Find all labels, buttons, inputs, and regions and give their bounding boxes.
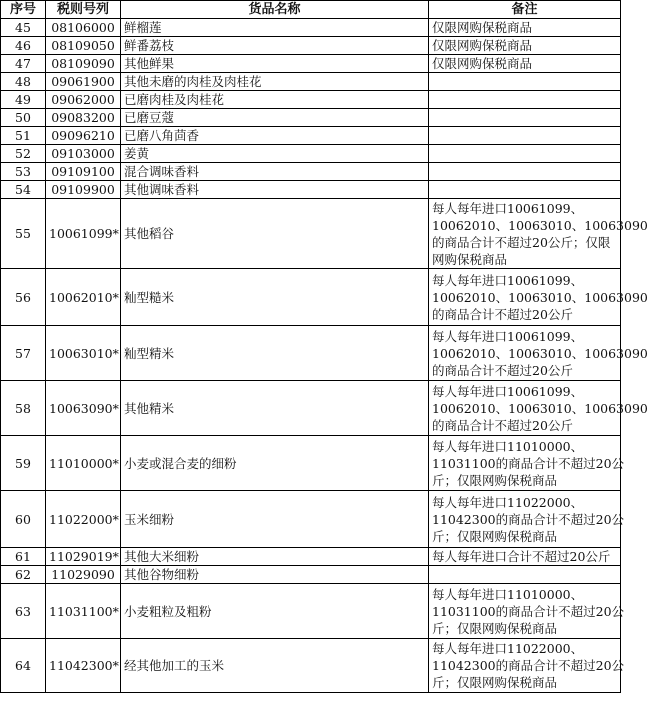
header-note: 备注 [429,1,621,19]
row-note-cell [429,381,648,436]
row-code-cell: 11029090 [46,566,121,584]
row-seq-cell: 64 [1,639,46,693]
row-name-cell: 鲜榴莲 [121,19,429,37]
row-note-cell [429,269,648,326]
row-seq-cell: 62 [1,566,46,584]
table-row [1,269,621,326]
row-name-cell: 小麦或混合麦的细粉 [121,436,429,491]
note-line: 每人每年进口10061099、 [432,383,584,399]
row-name-cell: 其他谷物细粉 [121,566,429,584]
note-line: 仅限网购保税商品 [432,38,533,53]
row-code-cell: 08109050 [46,37,121,55]
table-row [1,199,621,269]
row-note-cell [429,181,621,199]
row-code-cell: 08106000 [46,19,121,37]
row-name-cell: 已磨豆蔻 [121,109,429,127]
row-name-cell: 其他稻谷 [121,199,429,269]
row-seq-cell: 63 [1,584,46,639]
row-code-cell: 09061900 [46,73,121,91]
note-line: 每人每年进口合计不超过20公斤 [432,549,611,564]
note-line: 10062010、10063010、10063090 [432,217,648,233]
row-note-cell [429,145,621,163]
table-row [1,19,621,37]
note-line: 每人每年进口11010000、 [432,438,584,454]
table-body [1,19,648,693]
note-line: 的商品合计不超过20公斤 [432,306,573,322]
table-row [1,91,621,109]
row-seq-cell: 55 [1,199,46,269]
row-note-cell [429,73,621,91]
row-note-cell [429,436,625,491]
note-line: 10062010、10063010、10063090 [432,345,648,361]
note-line: 11042300的商品合计不超过20公 [432,511,625,527]
row-seq-cell: 57 [1,326,46,381]
row-code-cell: 09096210 [46,127,121,145]
row-seq-cell: 45 [1,19,46,37]
row-code-cell: 11029019* [46,548,121,566]
row-seq-cell: 47 [1,55,46,73]
row-seq-cell: 51 [1,127,46,145]
row-note-cell [429,55,621,73]
note-line: 10062010、10063010、10063090 [432,400,648,416]
table-row [1,55,621,73]
header-code: 税则号列 [46,1,121,19]
header-row [1,1,621,19]
note-line: 11042300的商品合计不超过20公 [432,658,625,673]
note-line: 每人每年进口10061099、 [432,272,584,288]
note-line: 斤；仅限网购保税商品 [432,620,558,636]
table-row [1,73,621,91]
table-row [1,181,621,199]
row-seq-cell: 46 [1,37,46,55]
note-line: 仅限网购保税商品 [432,56,533,71]
row-seq-cell: 49 [1,91,46,109]
row-name-cell: 玉米细粉 [121,491,429,548]
row-name-cell: 小麦粗粒及粗粉 [121,584,429,639]
row-name-cell: 经其他加工的玉米 [121,639,429,693]
note-line: 网购保税商品 [432,251,508,267]
table-row [1,163,621,181]
note-line: 每人每年进口10061099、 [432,328,584,344]
row-code-cell: 10063010* [46,326,121,381]
row-code-cell: 09083200 [46,109,121,127]
row-name-cell: 已磨肉桂及肉桂花 [121,91,429,109]
table-row [1,436,621,491]
row-name-cell: 已磨八角茴香 [121,127,429,145]
note-line: 每人每年进口11022000、 [432,494,584,510]
row-note-cell [429,109,621,127]
note-line: 的商品合计不超过20公斤；仅限 [432,234,611,250]
header-name: 货品名称 [121,1,429,19]
row-name-cell: 籼型精米 [121,326,429,381]
table-row [1,37,621,55]
row-seq-cell: 60 [1,491,46,548]
row-name-cell: 混合调味香料 [121,163,429,181]
row-note-cell [429,91,621,109]
row-seq-cell: 52 [1,145,46,163]
row-code-cell: 11022000* [46,491,121,548]
row-code-cell: 09062000 [46,91,121,109]
row-seq-cell: 50 [1,109,46,127]
table-row [1,109,621,127]
note-line: 斤；仅限网购保税商品 [432,675,558,690]
row-code-cell: 11042300* [46,639,121,693]
row-note-cell [429,199,648,269]
row-code-cell: 09109100 [46,163,121,181]
table-row [1,639,621,693]
row-note-cell [429,326,648,381]
table-row [1,566,621,584]
table-row [1,548,621,566]
row-code-cell: 11031100* [46,584,121,639]
row-name-cell: 其他大米细粉 [121,548,429,566]
row-code-cell: 11010000* [46,436,121,491]
row-seq-cell: 59 [1,436,46,491]
table-row [1,584,621,639]
note-line: 11031100的商品合计不超过20公 [432,603,625,619]
row-name-cell: 其他调味香料 [121,181,429,199]
row-note-cell [429,491,625,548]
row-name-cell: 其他精米 [121,381,429,436]
row-note-cell [429,566,621,584]
table-row [1,381,621,436]
row-seq-cell: 54 [1,181,46,199]
table-row [1,326,621,381]
table-row [1,127,621,145]
note-line: 的商品合计不超过20公斤 [432,417,573,433]
note-line: 每人每年进口11010000、 [432,586,584,602]
row-note-cell [429,37,621,55]
table-row [1,145,621,163]
row-note-cell [429,548,621,566]
row-code-cell: 09103000 [46,145,121,163]
note-line: 每人每年进口11022000、 [432,641,584,656]
row-note-cell [429,19,621,37]
row-code-cell: 09109900 [46,181,121,199]
table-row [1,491,621,548]
row-code-cell: 10062010* [46,269,121,326]
row-seq-cell: 58 [1,381,46,436]
note-line: 的商品合计不超过20公斤 [432,362,573,378]
row-name-cell: 姜黄 [121,145,429,163]
row-name-cell: 籼型糙米 [121,269,429,326]
row-seq-cell: 61 [1,548,46,566]
note-line: 每人每年进口10061099、 [432,200,584,216]
note-line: 仅限网购保税商品 [432,20,533,35]
row-code-cell: 10061099* [46,199,121,269]
row-name-cell: 其他未磨的肉桂及肉桂花 [121,73,429,91]
row-note-cell [429,639,625,693]
row-name-cell: 鲜番荔枝 [121,37,429,55]
note-line: 11031100的商品合计不超过20公 [432,455,625,471]
note-line: 斤；仅限网购保税商品 [432,528,558,544]
header-seq: 序号 [1,1,46,19]
row-name-cell: 其他鲜果 [121,55,429,73]
row-note-cell [429,584,625,639]
note-line: 斤；仅限网购保税商品 [432,472,558,488]
row-seq-cell: 56 [1,269,46,326]
row-note-cell [429,163,621,181]
row-code-cell: 08109090 [46,55,121,73]
row-note-cell [429,127,621,145]
row-seq-cell: 53 [1,163,46,181]
note-line: 10062010、10063010、10063090 [432,289,648,305]
row-code-cell: 10063090* [46,381,121,436]
row-seq-cell: 48 [1,73,46,91]
